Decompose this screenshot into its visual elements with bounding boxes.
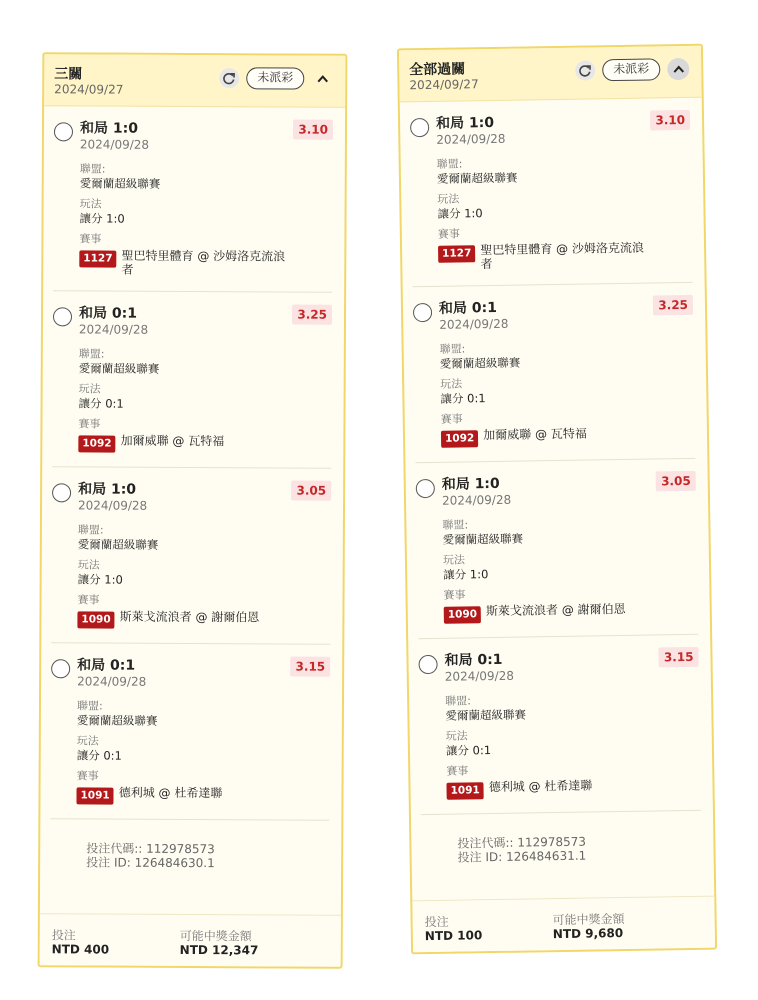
- card-header: [399, 46, 702, 103]
- match-number-badge: 1127: [79, 250, 116, 267]
- odds-badge: 3.15: [291, 657, 331, 677]
- event-label: 賽事: [437, 227, 460, 241]
- bet-type-value: 讓分 1:0: [77, 572, 123, 587]
- league-label: 聯盟:: [78, 347, 105, 361]
- payout-amount: NTD 9,680: [552, 926, 624, 942]
- payout-label: 可能中獎金額: [179, 928, 252, 944]
- league-label: 聯盟:: [445, 694, 471, 708]
- match-row: [438, 240, 692, 272]
- bet-leg: [410, 106, 693, 287]
- bet-id: 投注 ID: 126484631.1: [457, 848, 587, 865]
- odds-badge: 3.05: [291, 481, 331, 501]
- bet-type-value: 讓分 0:1: [78, 396, 124, 411]
- bet-leg: [53, 114, 333, 292]
- league-label: 聯盟:: [77, 523, 104, 537]
- bet-id: 投注 ID: 126484630.1: [86, 855, 215, 871]
- league-value: 愛爾蘭超級聯賽: [436, 170, 518, 186]
- event-date: 2024/09/28: [436, 131, 506, 147]
- bet-leg: [52, 299, 332, 468]
- bet-code: 投注代碼:: 112978573: [457, 834, 587, 851]
- match-row: [444, 601, 698, 624]
- event-date: 2024/09/28: [79, 137, 150, 152]
- league-value: 愛爾蘭超級聯賽: [442, 531, 524, 547]
- league-value: 愛爾蘭超級聯賽: [439, 355, 521, 371]
- bet-type-label: 玩法: [78, 382, 101, 396]
- card-header: [44, 54, 345, 108]
- stake-amount: NTD 100: [424, 928, 483, 944]
- selection: 和局 0:1: [77, 657, 136, 674]
- bet-type-label: 玩法: [445, 729, 468, 743]
- odds-badge: 3.10: [293, 120, 333, 140]
- bet-slip-card: [397, 44, 717, 955]
- status-badge: 未派彩: [602, 58, 660, 81]
- card-footer: [40, 913, 341, 967]
- odds-badge: 3.05: [656, 471, 696, 492]
- payout-label: 可能中獎金額: [552, 911, 625, 928]
- bet-type-value: 讓分 1:0: [437, 206, 483, 221]
- radio-unchecked-icon[interactable]: [53, 307, 72, 326]
- bet-type-value: 讓分 0:1: [440, 391, 486, 406]
- payout-amount: NTD 12,347: [179, 942, 259, 958]
- radio-unchecked-icon[interactable]: [410, 118, 429, 137]
- event-date: 2024/09/28: [439, 316, 509, 332]
- match-row: [77, 609, 330, 629]
- selection: 和局 0:1: [78, 305, 138, 322]
- match-number-badge: 1092: [441, 430, 478, 448]
- radio-unchecked-icon[interactable]: [418, 655, 437, 674]
- match-row: [79, 248, 332, 277]
- match-teams: 德利城 @ 杜希達聯: [118, 785, 223, 801]
- bet-leg: [51, 475, 331, 644]
- league-label: 聯盟:: [436, 157, 463, 171]
- selection: 和局 1:0: [435, 114, 495, 132]
- bet-leg: [413, 291, 696, 463]
- bet-type-value: 讓分 1:0: [443, 567, 489, 582]
- league-value: 愛爾蘭超級聯賽: [76, 713, 158, 728]
- bet-type-value: 讓分 1:0: [79, 211, 125, 226]
- event-label: 賽事: [79, 232, 102, 246]
- league-label: 聯盟:: [79, 162, 106, 176]
- bet-leg: [416, 467, 699, 639]
- radio-unchecked-icon[interactable]: [416, 479, 435, 498]
- league-value: 愛爾蘭超級聯賽: [77, 537, 159, 552]
- selection: 和局 0:1: [438, 299, 498, 317]
- bet-code: 投注代碼:: 112978573: [86, 841, 215, 857]
- selection: 和局 0:1: [444, 651, 503, 669]
- bet-type-label: 玩法: [79, 197, 102, 211]
- odds-badge: 3.25: [292, 305, 332, 325]
- bet-type-title: 全部過關: [409, 61, 466, 79]
- stake-label: 投注: [51, 928, 76, 943]
- match-number-badge: 1092: [78, 435, 115, 452]
- stake-label: 投注: [424, 914, 449, 930]
- event-date: 2024/09/28: [77, 498, 148, 513]
- match-row: [446, 777, 700, 800]
- bet-date: 2024/09/27: [409, 77, 479, 93]
- odds-badge: 3.25: [653, 295, 693, 316]
- odds-badge: 3.15: [659, 647, 699, 668]
- bet-slip-card: [38, 52, 348, 969]
- bet-reference: [50, 827, 329, 888]
- event-date: 2024/09/28: [78, 322, 149, 337]
- bet-type-label: 玩法: [77, 558, 100, 572]
- bet-date: 2024/09/27: [54, 82, 124, 97]
- chevron-up-icon[interactable]: [667, 58, 689, 80]
- match-teams: 斯萊戈流浪者 @ 謝爾伯恩: [119, 609, 260, 625]
- match-row: [78, 433, 331, 453]
- match-teams: 加爾威聯 @ 瓦特福: [483, 426, 587, 443]
- bet-type-title: 三關: [54, 66, 83, 83]
- league-label: 聯盟:: [76, 699, 103, 713]
- event-date: 2024/09/28: [441, 492, 512, 508]
- match-row: [76, 785, 329, 805]
- radio-unchecked-icon[interactable]: [54, 122, 73, 141]
- bet-type-label: 玩法: [437, 192, 460, 206]
- match-teams: 德利城 @ 杜希達聯: [488, 778, 593, 795]
- match-number-badge: 1090: [77, 611, 114, 628]
- match-teams: 斯萊戈流浪者 @ 謝爾伯恩: [485, 601, 626, 619]
- chevron-up-icon[interactable]: [311, 68, 333, 90]
- radio-unchecked-icon[interactable]: [52, 483, 71, 502]
- match-row: [441, 425, 695, 448]
- bet-reference: [421, 819, 702, 883]
- event-label: 賽事: [77, 593, 100, 607]
- selection: 和局 1:0: [79, 120, 139, 137]
- odds-badge: 3.10: [650, 110, 690, 131]
- league-value: 愛爾蘭超級聯賽: [79, 176, 161, 191]
- event-label: 賽事: [440, 412, 463, 426]
- bet-type-label: 玩法: [440, 377, 463, 391]
- league-value: 愛爾蘭超級聯賽: [78, 361, 160, 376]
- match-number-badge: 1091: [76, 787, 113, 804]
- league-value: 愛爾蘭超級聯賽: [445, 707, 526, 723]
- bet-type-value: 讓分 0:1: [445, 743, 492, 758]
- match-number-badge: 1091: [446, 782, 483, 800]
- event-date: 2024/09/28: [444, 668, 515, 684]
- bet-type-value: 讓分 0:1: [76, 748, 122, 763]
- event-label: 賽事: [446, 764, 469, 778]
- bet-type-label: 玩法: [442, 553, 466, 567]
- bet-leg: [418, 643, 701, 815]
- match-number-badge: 1090: [444, 606, 481, 624]
- radio-unchecked-icon[interactable]: [51, 659, 70, 678]
- event-label: 賽事: [443, 588, 466, 602]
- stake-amount: NTD 400: [51, 942, 110, 957]
- match-teams: 加爾威聯 @ 瓦特福: [120, 433, 225, 449]
- event-date: 2024/09/28: [77, 674, 147, 689]
- event-label: 賽事: [78, 417, 101, 431]
- match-teams: 聖巴特里體育 @ 沙姆洛克流浪者: [480, 240, 645, 272]
- bet-leg: [50, 651, 330, 820]
- match-teams: 聖巴特里體育 @ 沙姆洛克流浪者: [121, 248, 286, 277]
- card-footer: [412, 896, 715, 953]
- radio-unchecked-icon[interactable]: [413, 303, 432, 322]
- event-label: 賽事: [76, 769, 99, 783]
- match-number-badge: 1127: [438, 245, 475, 263]
- league-label: 聯盟:: [439, 342, 466, 356]
- selection: 和局 1:0: [78, 481, 137, 498]
- bet-type-label: 玩法: [76, 734, 99, 748]
- status-badge: 未派彩: [246, 67, 304, 89]
- selection: 和局 1:0: [441, 475, 500, 493]
- league-label: 聯盟:: [442, 518, 469, 532]
- refresh-icon[interactable]: [575, 60, 595, 80]
- refresh-icon[interactable]: [219, 68, 239, 88]
